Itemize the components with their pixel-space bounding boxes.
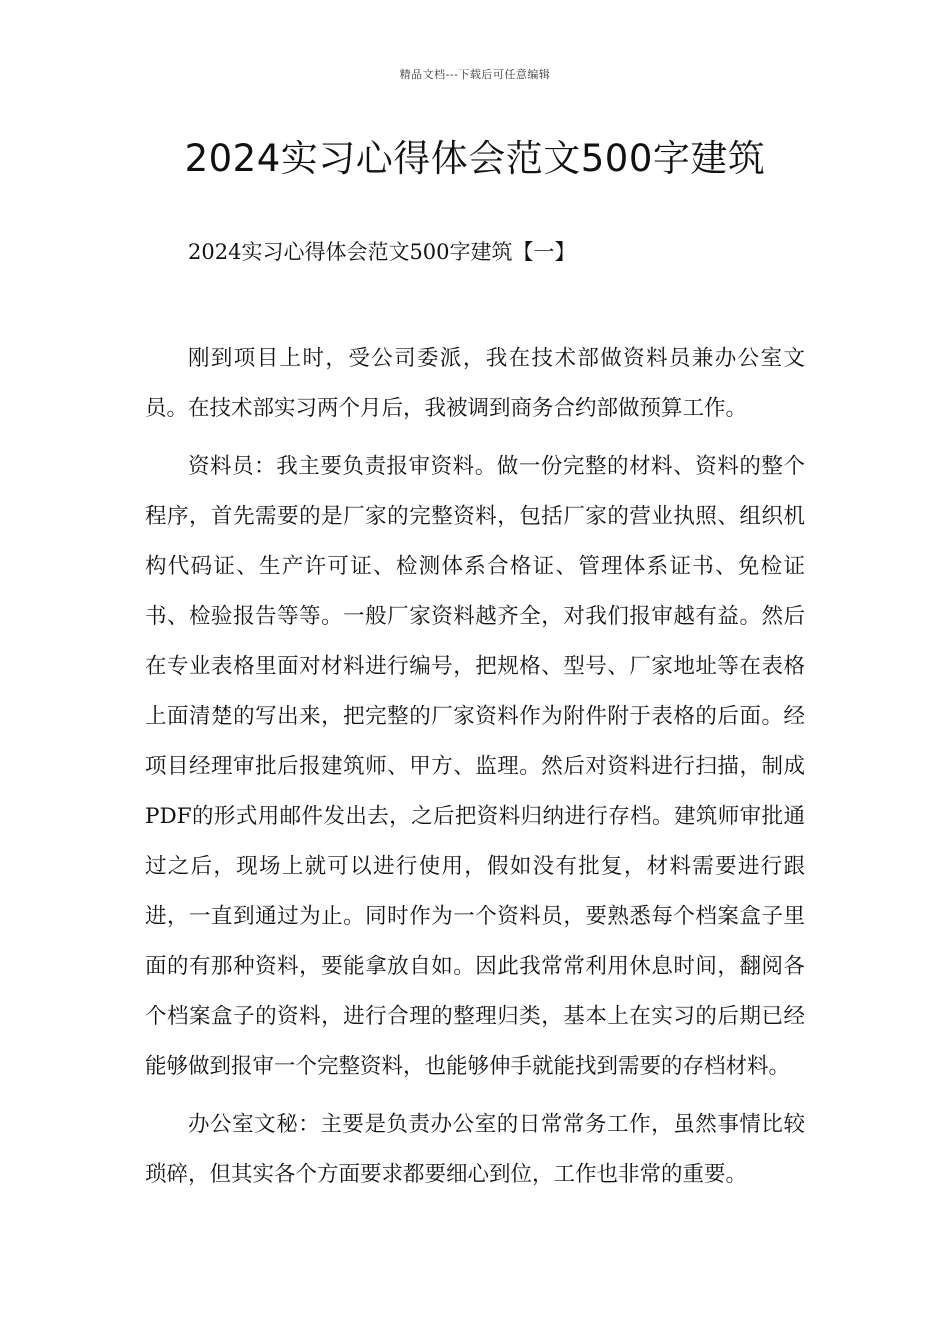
document-title: 2024实习心得体会范文500字建筑 (184, 137, 766, 180)
paragraph-data-clerk: 资料员：我主要负责报审资料。做一份完整的材料、资料的整个程序，首先需要的是厂家的完整资料，包括厂家的营业执照、组织机构代码证、生产许可证、检测体系合格证、管理体系证书、免检证书、检验报告等等。一般厂家资料越齐全，对我们报审越有益。然后在专业表格里面对材料进行编号，把规格、型号、厂家地址等在表格上面清楚的写出来，把完整的厂家资料作为附件附于表格的后面。经项目经理审批后报建筑师、甲方、监理。然后对资料进行扫描，制成PDF的形式用邮件发出去，之后把资料归纳进行存档。建筑师审批通过之后，现场上就可以进行使用，假如没有批复，材料需要进行跟进，一直到通过为止。同时作为一个资料员，要熟悉每个档案盒子里面的有那种资料，要能拿放自如。因此我常常利用休息时间，翻阅各个档案盒子的资料，进行合理的整理归类，基本上在实习的后期已经能够做到报审一个完整资料，也能够伸手就能找到需要的存档材料。 (145, 454, 805, 1079)
section-subtitle: 2024实习心得体会范文500字建筑【一】 (188, 240, 576, 264)
body-text (145, 334, 805, 1200)
header-note: 精品文档---下载后可任意编辑 (399, 68, 551, 81)
paragraph-office-secretary: 办公室文秘：主要是负责办公室的日常常务工作，虽然事情比较琐碎，但其实各个方面要求都要细心到位，工作也非常的重要。 (145, 1112, 805, 1187)
paragraph-intro: 刚到项目上时，受公司委派，我在技术部做资料员兼办公室文员。在技术部实习两个月后，我被调到商务合约部做预算工作。 (145, 346, 805, 421)
